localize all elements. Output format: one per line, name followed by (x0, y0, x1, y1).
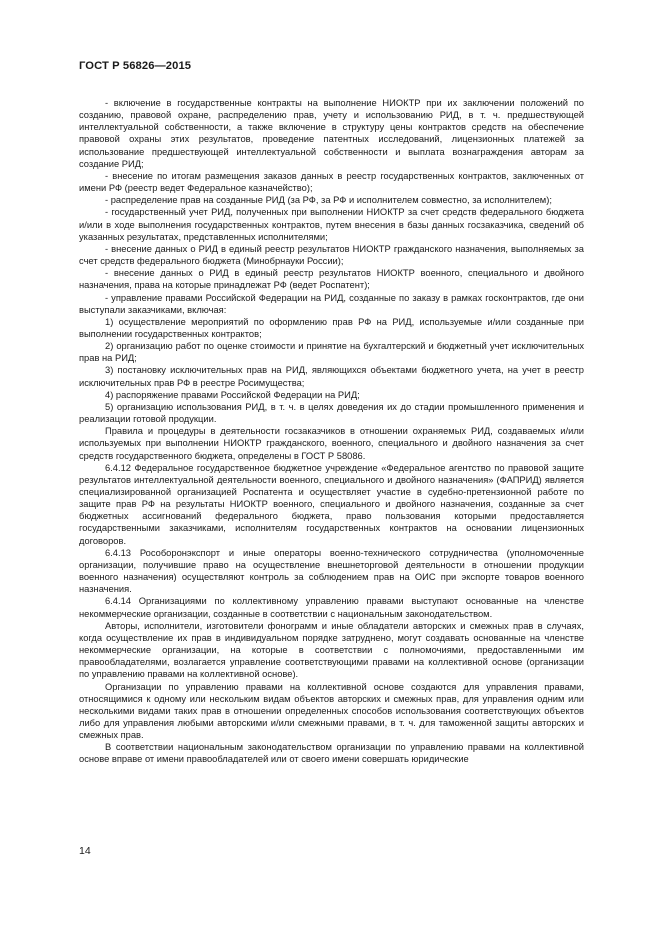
paragraph: Организации по управлению правами на коллективной основе создаются для управления правами, относящимися к одному или нескольким видам объектов авторских и смежных прав, для управления одним или несколькими видами таких прав в отношении определенных способов использования соответствующих объектов либо для управления любыми авторскими и/или смежными правами, в т. ч. для таможенной защиты авторских и смежных прав. (79, 681, 584, 741)
paragraph: 6.4.13 Рособоронэкспорт и иные операторы военно-технического сотрудничества (уполномоченные организации, получившие право на осуществление внешнеторговой деятельности в отношении продукции военного назначения) осуществляют контроль за соблюдением прав на ОИС при экспорте товаров военного назначения. (79, 547, 584, 595)
paragraph: 5) организацию использования РИД, в т. ч. в целях доведения их до стадии промышленного применения и реализации готовой продукции. (79, 401, 584, 425)
paragraph: 1) осуществление мероприятий по оформлению прав РФ на РИД, используемые и/или созданные при выполнении государственных контрактов; (79, 316, 584, 339)
paragraph: 2) организацию работ по оценке стоимости и принятие на бухгалтерский и бюджетный учет исключительных прав на РИД; (79, 341, 584, 364)
paragraph: - государственный учет РИД, полученных при выполнении НИОКТР за счет средств федерального бюджета и/или в ходе выполнения государственных контрактов, путем внесения в базы данных госзаказчика, сведений об указанных результатах, представленных исполнителями; (79, 207, 584, 242)
paragraph: - распределение прав на созданные РИД (за РФ, за РФ и исполнителем совместно, за исполнителем); (105, 195, 552, 206)
page-number: 14 (79, 845, 91, 857)
paragraph: В соответствии национальным законодательством организации по управлению правами на коллективной основе вправе от имени правообладателей или от своего имени совершать юридические (79, 742, 584, 765)
paragraph: 3) постановку исключительных прав на РИД, являющихся объектами бюджетного учета, на учет в реестр исключительных прав РФ в реестре Росимущества; (79, 365, 584, 388)
paragraph: 6.4.14 Организациями по коллективному управлению правами выступают основанные на членстве некоммерческие организации, созданные в соответствии с национальным законодательством. (79, 596, 584, 619)
paragraph: Авторы, исполнители, изготовители фонограмм и иные обладатели авторских и смежных прав в случаях, когда осуществление их прав в индивидуальном порядке затруднено, могут создавать основанные на членстве некоммерческие организации, на которые в соответствии с полномочиями, предоставленными им правообладателями, возлагается управление соответствующими правами на коллективной основе (организации по управлению правами на коллективной основе). (79, 620, 584, 680)
paragraph: - внесение данных о РИД в единый реестр результатов НИОКТР военного, специального и двойного назначения, права на которые принадлежат РФ (ведет Роспатент); (79, 268, 584, 291)
document-header: ГОСТ Р 56826—2015 (79, 60, 192, 72)
paragraph: 4) распоряжение правами Российской Федерации на РИД; (105, 389, 360, 400)
paragraph: - внесение данных о РИД в единый реестр результатов НИОКТР гражданского назначения, выполняемых за счет средств федерального бюджета (Минобрнауки России); (79, 243, 584, 267)
paragraph: Правила и процедуры в деятельности госзаказчиков в отношении охраняемых РИД, создаваемых и/или используемых при выполнении НИОКТР гражданского, военного, специального и двойного назначения за счет средств государственного бюджета, определены в ГОСТ Р 58086. (79, 426, 584, 461)
paragraph: - включение в государственные контракты на выполнение НИОКТР при их заключении положений по созданию, правовой охране, распределению прав, учету и использованию РИД, в т. ч. предшествующей интеллектуальной собственности, а также включение в структуру цены контрактов средств на обеспечение правовой охраны этих результатов, проведение патентных исследований, лицензионных платежей за использование предшествующей интеллектуальной собственности и выплата вознаграждения авторам за создание РИД; (79, 98, 584, 169)
paragraph: - управление правами Российской Федерации на РИД, созданные по заказу в рамках госконтрактов, где они выступали заказчиками, включая: (79, 292, 584, 315)
paragraph: 6.4.12 Федеральное государственное бюджетное учреждение «Федеральное агентство по правовой защите результатов интеллектуальной деятельности военного, специального и двойного назначения» (ФАПРИД) является специализированной организацией Роспатента и осуществляет участие в судебно-претензионной работе по защите прав РФ на результаты НИОКТР военного, специального и двойного назначения, созданные за счет бюджетных ассигнований федерального бюджета, право пользования которыми предоставляется государственными заказчиками, исполнителям государственных контрактов на основании лицензионных договоров. (79, 462, 584, 546)
document-body (79, 97, 584, 766)
paragraph: - внесение по итогам размещения заказов данных в реестр государственных контрактов, заключенных от имени РФ (реестр ведет Федеральное казначейство); (79, 170, 584, 194)
